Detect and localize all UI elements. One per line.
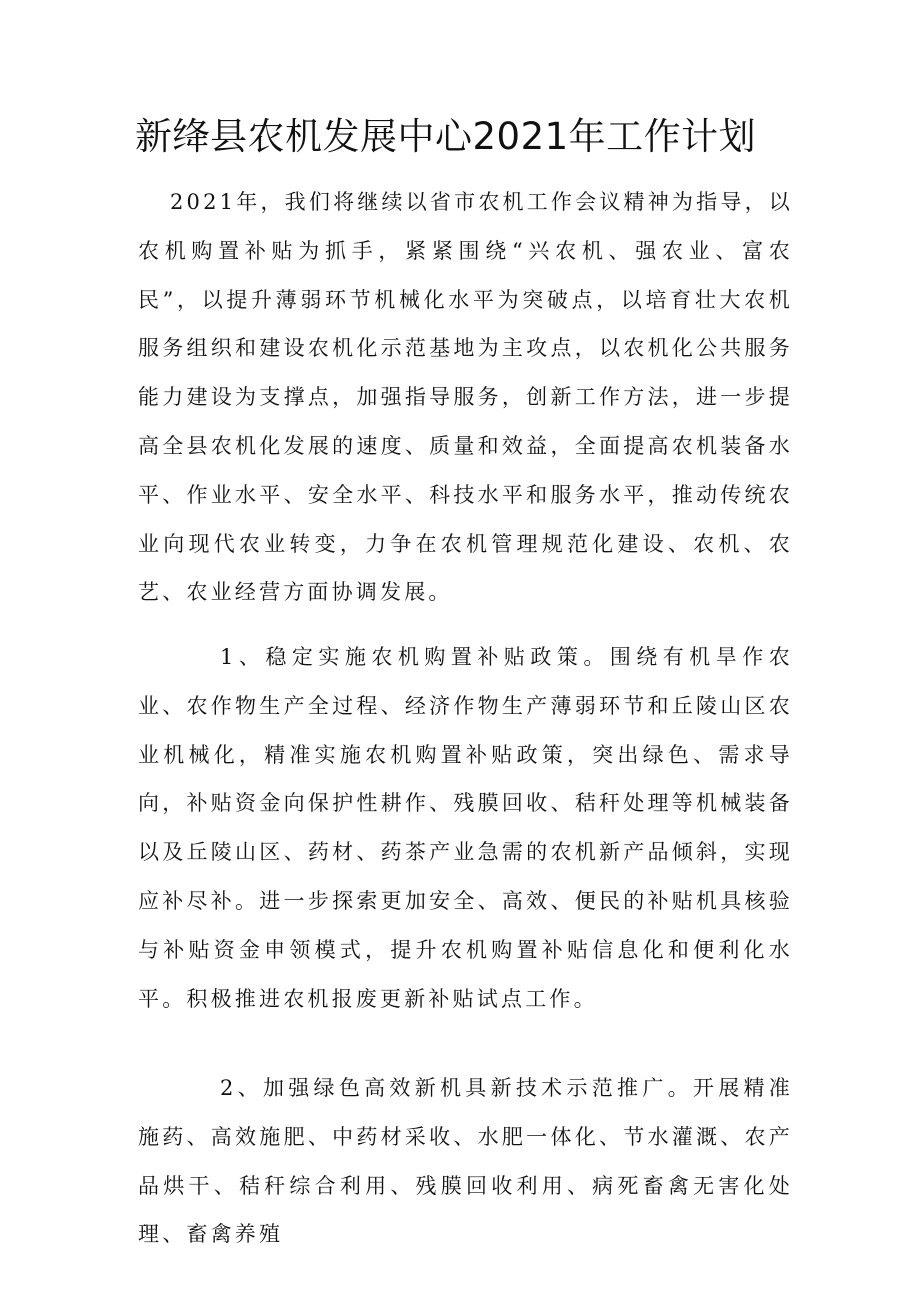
paragraph-item-1: 1、稳定实施农机购置补贴政策。围绕有机旱作农业、农作物生产全过程、经济作物生产薄弱环节和丘陵山区农业机械化，精准实施农机购置补贴政策，突出绿色、需求导向，补贴资金向保护性耕作、残膜回收、秸秆处理等机械装备以及丘陵山区、药材、药茶产业急需的农机新产品倾斜，实现应补尽补。进一步探索更加安全、高效、便民的补贴机具核验与补贴资金申领模式，提升农机购置补贴信息化和便利化水平。积极推进农机报废更新补贴试点工作。 [138, 645, 793, 1011]
paragraph-item-2: 2、加强绿色高效新机具新技术示范推广。开展精准施药、高效施肥、中药材采收、水肥一体化、节水灌溉、农产品烘干、秸秆综合利用、残膜回收利用、病死畜禽无害化处理、畜禽养殖 [138, 1076, 793, 1247]
document-title: 新绛县农机发展中心2021年工作计划 [135, 115, 757, 158]
paragraph-intro: 2021年，我们将继续以省市农机工作会议精神为指导，以农机购置补贴为抓手，紧紧围绕“兴农机、强农业、富农民”，以提升薄弱环节机械化水平为突破点，以培育壮大农机服务组织和建设农机化示范基地为主攻点，以农机化公共服务能力建设为支撑点，加强指导服务，创新工作方法，进一步提高全县农机化发展的速度、质量和效益，全面提高农机装备水平、作业水平、安全水平、科技水平和服务水平，推动传统农业向现代农业转变，力争在农机管理规范化建设、农机、农艺、农业经营方面协调发展。 [138, 190, 793, 605]
